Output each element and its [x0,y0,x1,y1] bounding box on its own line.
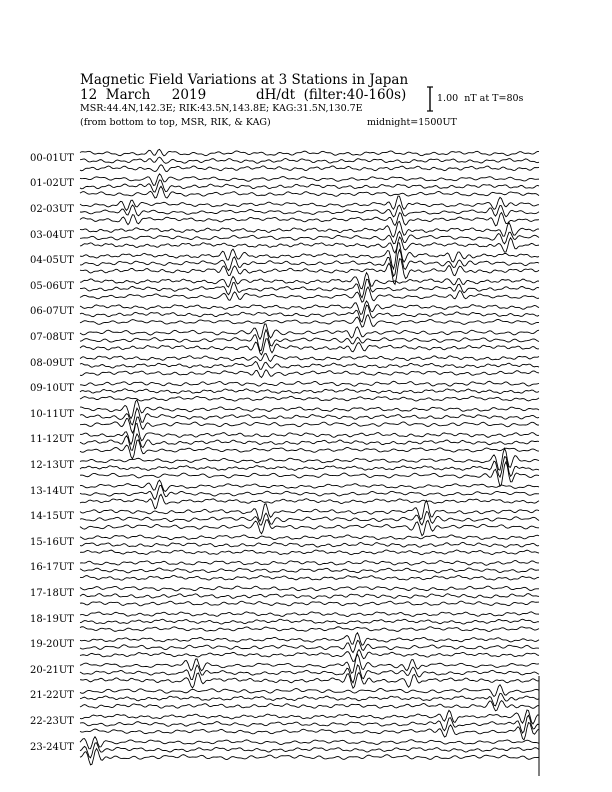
trace-kag [80,381,539,386]
hour-label: 22-23UT [30,716,74,727]
trace-msr [80,237,539,253]
hour-label: 20-21UT [30,664,74,676]
trace-kag [80,586,539,591]
trace-msr [80,749,539,765]
trace-rik [80,693,539,706]
trace-rik [80,205,539,217]
hour-label: 14-15UT [30,511,74,523]
hour-label: 15-16UT [30,536,74,548]
trace-msr [80,627,539,632]
hour-label: 12-13UT [30,460,74,471]
trace-kag [80,196,539,210]
hour-label: 04-05UT [30,255,74,267]
trace-msr [80,650,539,662]
trace-kag [80,221,539,237]
hour-label: 05-06UT [30,280,74,292]
trace-kag [80,301,539,314]
trace-rik [80,408,539,425]
trace-rik [80,640,539,652]
trace-msr [80,701,539,711]
trace-kag [80,737,539,749]
hour-label: 11-12UT [30,434,74,446]
trace-kag [80,612,539,617]
trace-kag [80,273,539,289]
trace-rik [80,485,539,499]
trace-kag [80,480,539,491]
hour-label: 01-02UT [30,178,74,190]
trace-kag [80,633,539,645]
chart-title: Magnetic Field Variations at 3 Stations in Japan [80,72,409,88]
trace-msr [80,520,539,536]
trace-msr [80,550,539,555]
trace-msr [80,186,539,198]
trace-msr [80,396,539,401]
midnight-label: midnight=1500UT [367,117,457,128]
trace-kag [80,448,539,470]
trace-msr [80,672,539,688]
hour-label: 23-24UT [30,741,74,753]
hour-label: 17-18UT [30,588,74,599]
trace-kag [80,354,539,362]
trace-rik [80,250,539,277]
hour-label: 21-22UT [30,690,74,702]
trace-msr [80,494,539,509]
trace-rik [80,231,539,244]
trace-kag [80,685,539,697]
trace-kag [80,710,539,724]
hour-label: 07-08UT [30,332,74,343]
trace-rik [80,389,539,394]
trace-msr [80,462,539,486]
hour-label: 18-19UT [30,613,74,625]
hour-label: 08-09UT [30,357,74,369]
hour-label: 06-07UT [30,306,74,318]
trace-kag [80,423,539,444]
hour-label: 19-20UT [30,639,74,651]
quantity-label: dH/dt (filter:40-160s) [256,87,407,103]
hour-label: 10-11UT [30,408,74,420]
date-label: 12 March 2019 [80,87,207,103]
trace-msr [80,601,539,606]
trace-kag [80,560,539,565]
trace-msr [80,315,539,328]
trace-rik [80,330,539,351]
stations-label: MSR:44.4N,142.3E; RIK:43.5N,143.8E; KAG:31.5N,130.7E [80,103,363,114]
trace-msr [80,165,539,172]
trace-kag [80,535,539,540]
trace-order-label: (from bottom to top, MSR, RIK, & KAG) [80,117,271,128]
trace-kag [80,324,539,339]
hour-label: 13-14UT [30,485,74,497]
trace-rik [80,361,539,369]
trace-rik [80,743,539,758]
trace-rik [80,180,539,192]
trace-msr [80,576,539,581]
trace-msr [80,370,539,378]
trace-msr [80,213,539,226]
trace-kag [80,149,539,155]
scale-bar-label: 1.00 nT at T=80s [437,93,524,104]
hour-label: 03-04UT [30,229,74,241]
hour-label: 09-10UT [30,383,74,395]
trace-rik [80,542,539,547]
trace-group [80,149,539,764]
hour-label: 16-17UT [30,562,74,574]
trace-rik [80,619,539,624]
trace-kag [80,654,539,673]
trace-rik [80,157,539,163]
trace-msr [80,287,539,302]
trace-msr [80,417,539,433]
hour-label: 02-03UT [30,204,74,215]
hour-label: 00-01UT [30,152,74,164]
trace-rik [80,568,539,573]
trace-rik [80,594,539,599]
